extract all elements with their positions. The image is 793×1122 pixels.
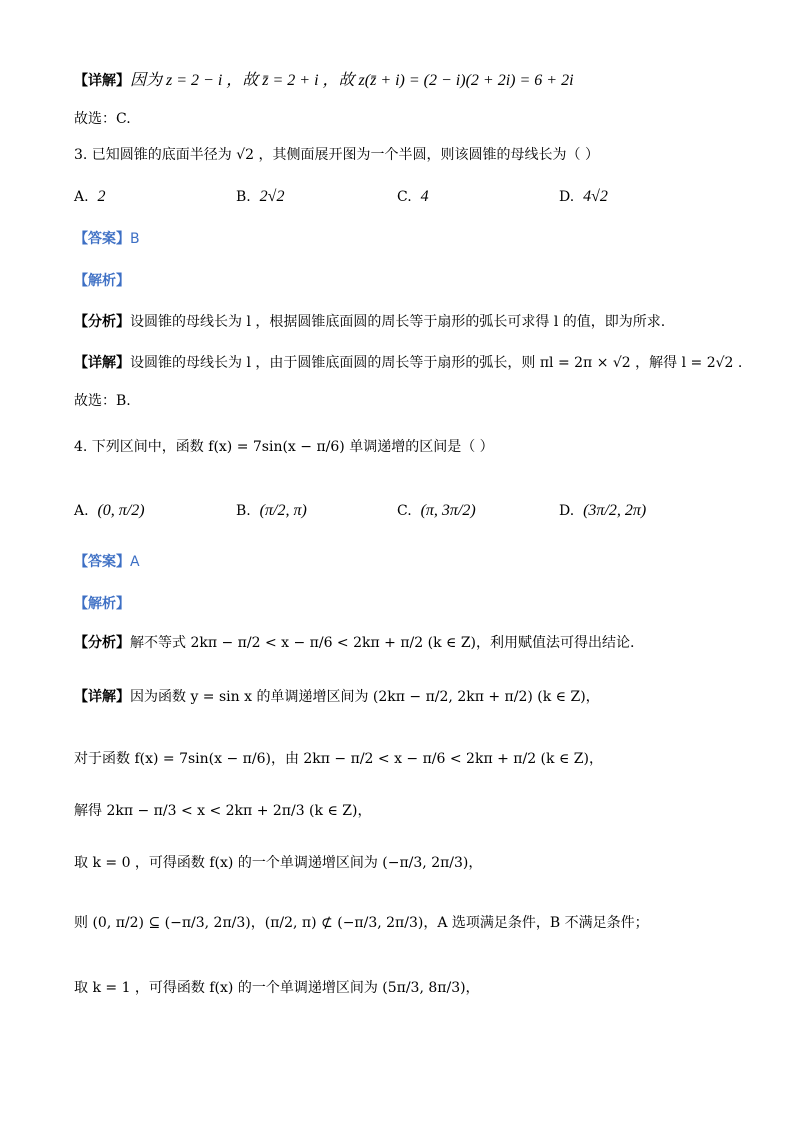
q3-answer-line [74,228,140,250]
q4-line-2: 对于函数 f(x) = 7sin(x − π/6)，由 2kπ − π/2 < x − π/6 < 2kπ + π/2 (k ∈ Z)， [74,751,603,767]
q2-choose-line: 故选：C. [74,111,131,127]
q3-option-d: D. 4√2 [559,188,608,205]
q4-analysis-head: 【解析】 [74,596,130,612]
q4-line-4: 取 k = 0 ，可得函数 f(x) 的一个单调递增区间为 (−π/3, 2π/3)， [74,855,483,871]
q3-fenxi-line: 【分析】设圆锥的母线长为 l ，根据圆锥底面圆的周长等于扇形的弧长可求得 l 的值，即为所求. [74,314,666,330]
q4-option-c: C. (π, 3π/2) [397,502,476,519]
q4-line-3: 解得 2kπ − π/3 < x < 2kπ + 2π/3 (k ∈ Z)， [74,803,372,819]
q3-detail-line: 【详解】设圆锥的母线长为 l ，由于圆锥底面圆的周长等于扇形的弧长，则 πl = 2π × √2 ，解得 l = 2√2 . [74,355,743,371]
q2-detail-text: 因为 z = 2 − i ，故 z̄ = 2 + i ，故 z(z̄ + i) = (2 − i)(2 + 2i) = 6 + 2i [130,72,574,89]
q4-detail-line: 【详解】因为函数 y = sin x 的单调递增区间为 (2kπ − π/2, 2kπ + π/2) (k ∈ Z)， [74,689,600,705]
q3-stem: 3. 已知圆锥的底面半径为 √2 ，其侧面展开图为一个半圆，则该圆锥的母线长为（ ） [74,147,599,163]
q4-fenxi-line: 【分析】解不等式 2kπ − π/2 < x − π/6 < 2kπ + π/2 (k ∈ Z)，利用赋值法可得出结论. [74,635,635,651]
q4-option-a: A. (0, π/2) [74,502,145,519]
answer-tag: 【答案】 [74,231,130,247]
q4-line-5: 则 (0, π/2) ⊆ (−π/3, 2π/3)，(π/2, π) ⊄ (−π/3, 2π/3)，A 选项满足条件，B 不满足条件； [74,915,649,931]
q3-option-a: A. 2 [74,188,106,205]
q2-detail-line [74,70,574,92]
q3-option-b: B. 2√2 [236,188,285,205]
detail-tag: 【详解】 [74,73,130,89]
q4-line-6: 取 k = 1 ，可得函数 f(x) 的一个单调递增区间为 (5π/3, 8π/3)， [74,980,480,996]
q3-choose-line: 故选：B. [74,393,131,409]
q4-answer-line: 【答案】A [74,554,140,570]
q3-answer-value: B [130,231,140,247]
q3-analysis-head: 【解析】 [74,273,130,289]
q3-option-c: C. 4 [397,188,429,205]
q4-stem: 4. 下列区间中，函数 f(x) = 7sin(x − π/6) 单调递增的区间是（ ） [74,439,494,455]
q4-option-b: B. (π/2, π) [236,502,307,519]
q4-option-d: D. (3π/2, 2π) [559,502,647,519]
